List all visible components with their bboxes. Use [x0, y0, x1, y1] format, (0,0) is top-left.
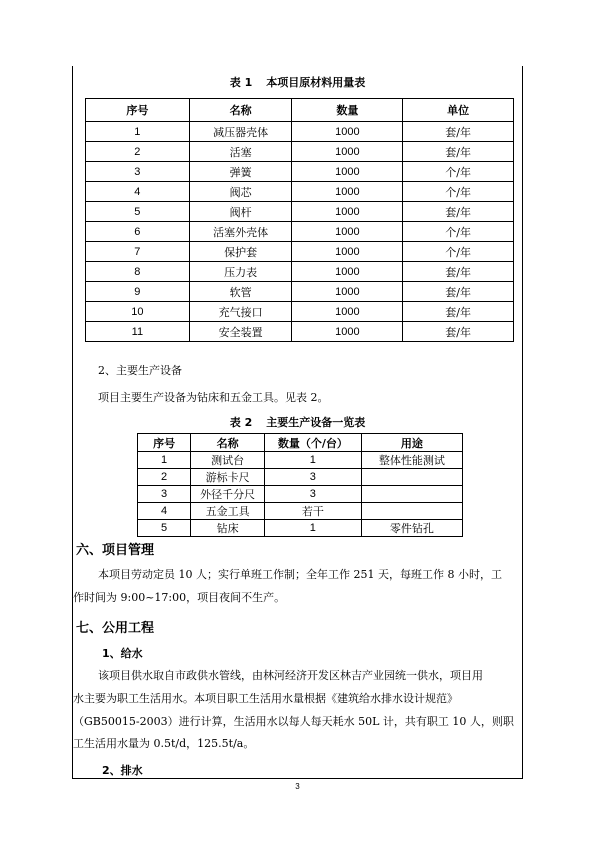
table-row [86, 302, 514, 322]
table-cell: 4 [86, 182, 190, 202]
table-row [86, 262, 514, 282]
table-header-row [138, 434, 463, 452]
table-cell: 1 [86, 122, 190, 142]
column-header: 序号 [86, 99, 190, 122]
table-cell: 活塞 [189, 142, 292, 162]
equipment-text: 项目主要生产设备为钻床和五金工具。见表 2。 [98, 391, 329, 404]
table-row [86, 162, 514, 182]
table-cell: 3 [86, 162, 190, 182]
page-number: 3 [295, 782, 300, 791]
table-row [86, 222, 514, 242]
table2-caption [0, 414, 595, 430]
table-cell: 8 [86, 262, 190, 282]
table-header-row [86, 99, 514, 122]
table-cell: 1000 [292, 182, 403, 202]
subheading-water-supply: 1、给水 [102, 647, 143, 660]
table-cell: 减压器壳体 [189, 122, 292, 142]
table-cell [361, 503, 462, 520]
table-row [86, 142, 514, 162]
table-cell: 套/年 [403, 122, 514, 142]
table-cell: 3 [265, 469, 362, 486]
table-cell: 保护套 [189, 242, 292, 262]
table-row [138, 503, 463, 520]
table-row [138, 486, 463, 503]
table-cell: 1 [265, 452, 362, 469]
table-cell: 1000 [292, 222, 403, 242]
table-cell: 3 [265, 486, 362, 503]
table-cell: 1000 [292, 262, 403, 282]
paragraph-line: 该项目供水取自市政供水管线，由林河经济开发区林吉产业园统一供水，项目用 [98, 669, 483, 682]
table-cell: 1 [265, 520, 362, 537]
raw-material-table [85, 98, 514, 342]
table-row [86, 322, 514, 342]
table-cell: 测试台 [191, 452, 265, 469]
table-row [86, 182, 514, 202]
table-cell: 5 [86, 202, 190, 222]
table-cell: 阀芯 [189, 182, 292, 202]
paragraph-line: 水主要为职工生活用水。本项目职工生活用水量根据《建筑给水排水设计规范》 [73, 692, 458, 705]
table-cell: 1000 [292, 122, 403, 142]
table2-caption-title: 主要生产设备一览表 [266, 416, 366, 429]
table-cell: 9 [86, 282, 190, 302]
paragraph-line: 作时间为 9:00~17:00，项目夜间不生产。 [73, 591, 286, 604]
table-cell: 个/年 [403, 242, 514, 262]
table-cell: 1000 [292, 242, 403, 262]
table-row [138, 520, 463, 537]
table-row [138, 469, 463, 486]
table-cell: 活塞外壳体 [189, 222, 292, 242]
table-cell: 套/年 [403, 202, 514, 222]
table-cell: 阀杆 [189, 202, 292, 222]
column-header: 名称 [191, 434, 265, 452]
table-cell: 软管 [189, 282, 292, 302]
table-row [138, 452, 463, 469]
column-header: 数量 [292, 99, 403, 122]
table-cell: 10 [86, 302, 190, 322]
table-cell: 五金工具 [191, 503, 265, 520]
table-cell: 1000 [292, 162, 403, 182]
table-cell: 若干 [265, 503, 362, 520]
table-cell: 7 [86, 242, 190, 262]
section-heading-project-management: 六、项目管理 [76, 543, 155, 558]
table1-caption-title: 本项目原材料用量表 [266, 76, 366, 89]
equipment-heading: 2、主要生产设备 [98, 364, 182, 377]
table-cell: 弹簧 [189, 162, 292, 182]
table-row [86, 202, 514, 222]
table-cell: 个/年 [403, 182, 514, 202]
equipment-table [137, 433, 463, 537]
column-header: 序号 [138, 434, 191, 452]
table-cell: 零件钻孔 [361, 520, 462, 537]
table-cell: 4 [138, 503, 191, 520]
table-row [86, 282, 514, 302]
section-heading-utilities: 七、公用工程 [76, 621, 155, 636]
table1-caption-number: 表 1 [229, 76, 253, 89]
column-header: 数量（个/台） [265, 434, 362, 452]
table-cell: 套/年 [403, 302, 514, 322]
table-cell: 1000 [335, 325, 360, 338]
table-cell: 个/年 [403, 162, 514, 182]
table-cell: 1 [138, 452, 191, 469]
table-cell: 1000 [292, 282, 403, 302]
table-cell: 钻床 [191, 520, 265, 537]
table-cell: 外径千分尺 [191, 486, 265, 503]
table-row [86, 242, 514, 262]
table-cell: 2 [86, 142, 190, 162]
table-cell [361, 469, 462, 486]
paragraph-line: 本项目劳动定员 10 人；实行单班工作制；全年工作 251 天，每班工作 8 小时，工 [98, 568, 502, 581]
table-cell: 整体性能测试 [361, 452, 462, 469]
table-cell: 1000 [292, 302, 403, 322]
table2-caption-number: 表 2 [229, 416, 253, 429]
table-cell: 个/年 [403, 222, 514, 242]
table-cell: 1000 [292, 202, 403, 222]
table-cell: 游标卡尺 [191, 469, 265, 486]
table-cell: 充气接口 [189, 302, 292, 322]
table-cell: 2 [138, 469, 191, 486]
table-cell: 安全装置 [189, 322, 292, 342]
table1-caption [0, 74, 595, 90]
table-cell: 1000 [292, 142, 403, 162]
table-cell [361, 486, 462, 503]
table-cell: 3 [138, 486, 191, 503]
table-cell: 套/年 [403, 262, 514, 282]
table-cell: 压力表 [189, 262, 292, 282]
subheading-drainage: 2、排水 [102, 764, 143, 777]
table-cell: 套/年 [403, 142, 514, 162]
table-row [86, 122, 514, 142]
column-header: 单位 [403, 99, 514, 122]
table-cell: 6 [86, 222, 190, 242]
table-cell: 套/年 [403, 322, 514, 342]
column-header: 用途 [361, 434, 462, 452]
table-cell: 11 [131, 325, 144, 338]
paragraph-line: （GB50015-2003）进行计算，生活用水以每人每天耗水 50L 计，共有职工 10 人，则职 [73, 715, 514, 728]
table-cell: 5 [138, 520, 191, 537]
column-header: 名称 [189, 99, 292, 122]
paragraph-line: 工生活用水量为 0.5t/d，125.5t/a。 [73, 737, 255, 750]
table-cell: 套/年 [403, 282, 514, 302]
